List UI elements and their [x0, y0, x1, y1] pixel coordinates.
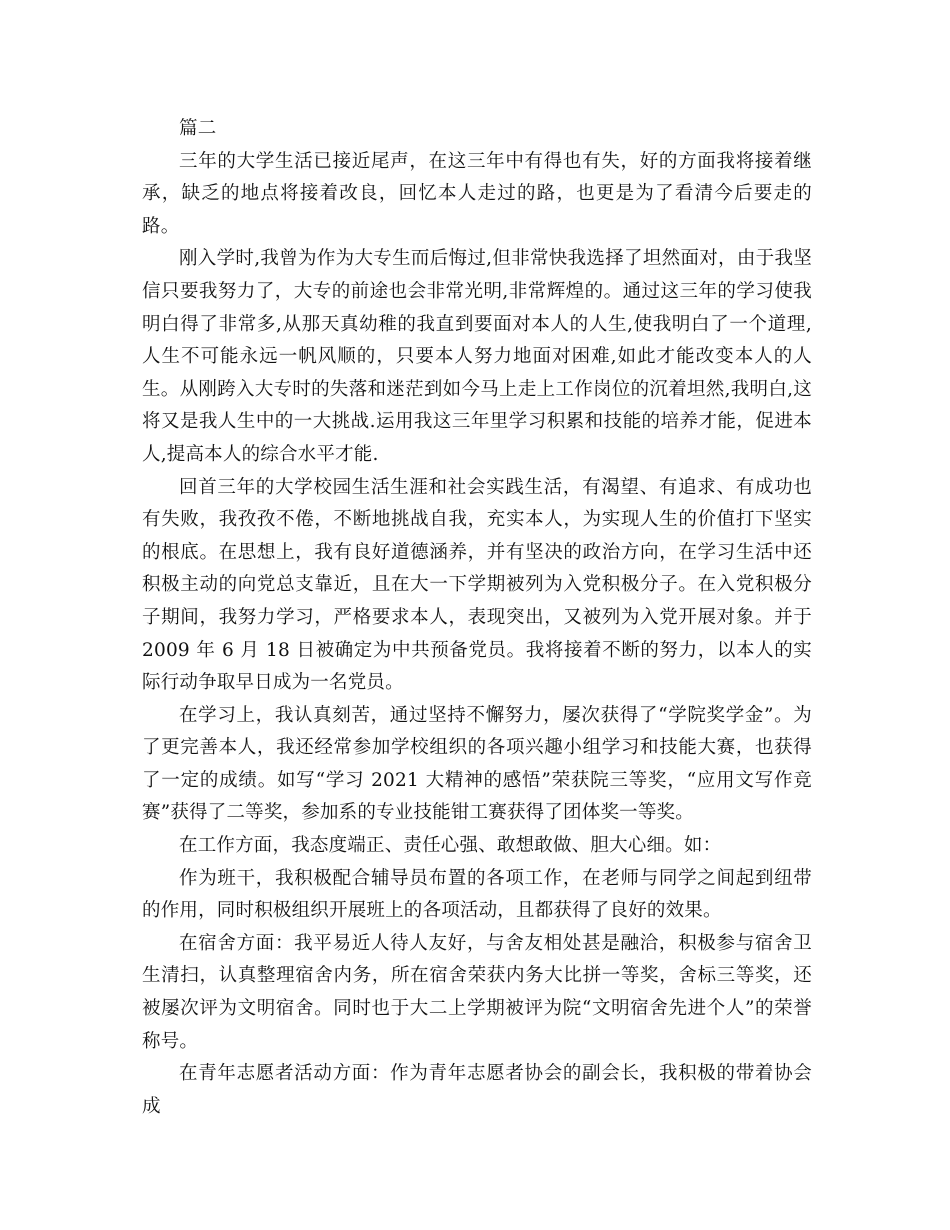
- paragraph-dormitory: 在宿舍方面：我平易近人待人友好，与舍友相处甚是融洽，积极参与宿舍卫生清扫，认真整理宿舍内务，所在宿舍荣获内务大比拼一等奖，舍标三等奖，还被屡次评为文明宿舍。同时也于大二上学期被评为院“文明宿舍先进个人”的荣誉称号。: [142, 932, 812, 1052]
- paragraph-enrollment: 刚入学时,我曾为作为大专生而后悔过,但非常快我选择了坦然面对，由于我坚信只要我努力了，大专的前途也会非常光明,非常辉煌的。通过这三年的学习使我明白得了非常多,从那天真幼稚的我直到要面对本人的人生,使我明白了一个道理,人生不可能永远一帆风顺的，只要本人努力地面对困难,如此才能改变本人的人生。从刚跨入大专时的失落和迷茫到如今马上走上工作岗位的沉着坦然,我明白,这将又是我人生中的一大挑战.运用我这三年里学习积累和技能的培养才能，促进本人,提高本人的综合水平才能.: [142, 248, 812, 465]
- section-heading: 篇二: [179, 118, 217, 139]
- paragraph-volunteer: 在青年志愿者活动方面：作为青年志愿者协会的副会长，我积极的带着协会成: [142, 1063, 812, 1117]
- paragraph-intro: 三年的大学生活已接近尾声，在这三年中有得也有失，好的方面我将接着继承，缺乏的地点将接着改良，回忆本人走过的路，也更是为了看清今后要走的路。: [142, 150, 812, 237]
- paragraph-study: 在学习上，我认真刻苦，通过坚持不懈努力，屡次获得了“学院奖学金”。为了更完善本人，我还经常参加学校组织的各项兴趣小组学习和技能大赛，也获得了一定的成绩。如写“学习 2021 大精神的感悟”荣获院三等奖，“应用文写作竞赛”获得了二等奖，参加系的专业技能钳工赛获得了团体奖一等奖。: [142, 704, 812, 824]
- paragraph-class-cadre: 作为班干，我积极配合辅导员布置的各项工作，在老师与同学之间起到纽带的作用，同时积极组织开展班上的各项活动，且都获得了良好的效果。: [142, 867, 812, 922]
- paragraph-work: 在工作方面，我态度端正、责任心强、敢想敢做、胆大心细。如：: [179, 835, 722, 857]
- paragraph-campus-life: 回首三年的大学校园生活生涯和社会实践生活，有渴望、有追求、有成功也有失败，我孜孜不倦，不断地挑战自我，充实本人，为实现人生的价值打下坚实的根底。在思想上，我有良好道德涵养，并有坚决的政治方向，在学习生活中还积极主动的向党总支靠近，且在大一下学期被列为入党积极分子。在入党积极分子期间，我努力学习，严格要求本人，表现突出，又被列为入党开展对象。并于 2009 年 6 月 18 日被确定为中共预备党员。我将接着不断的努力，以本人的实际行动争取早日成为一名党员。: [142, 476, 812, 694]
- document-body: [142, 113, 812, 1123]
